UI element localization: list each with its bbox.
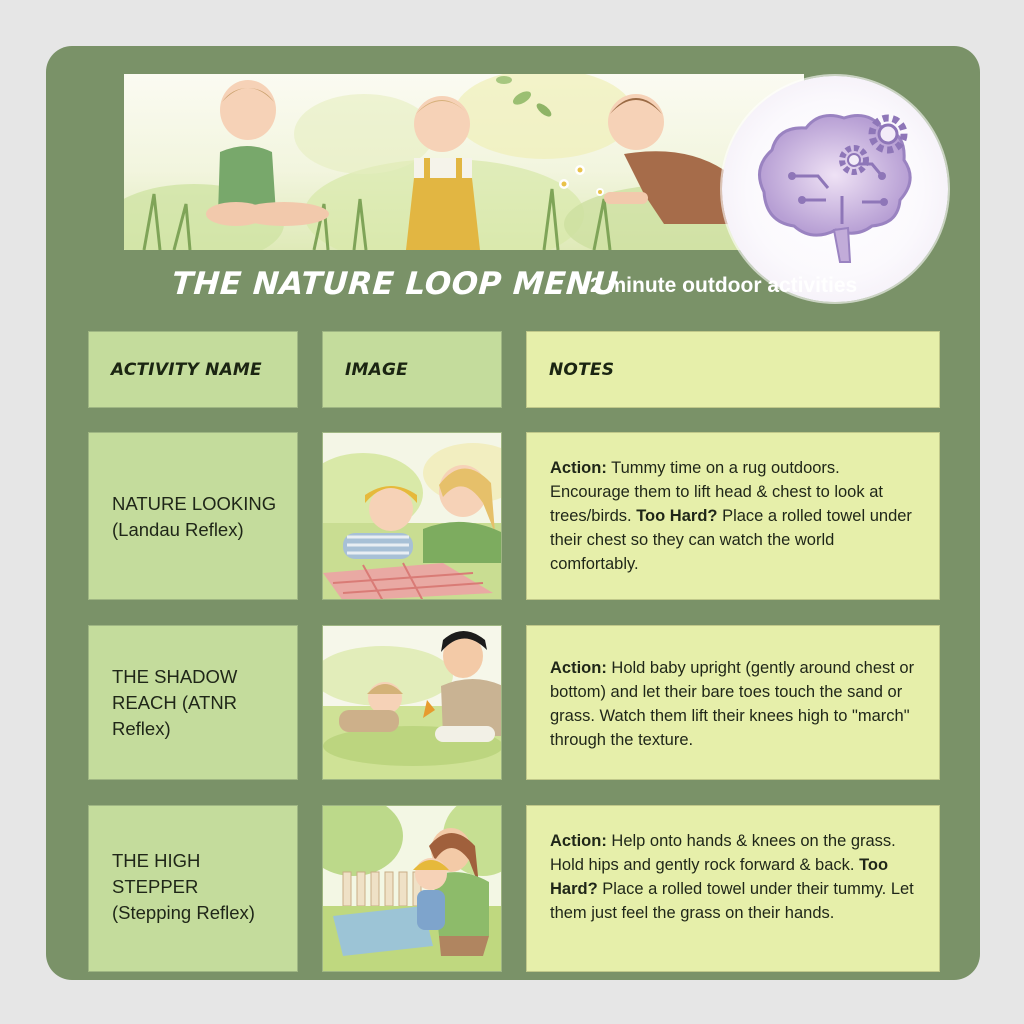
action-text: Tummy time on a rug outdoors. Encourage them to lift head & chest to look at trees/birds. [550,459,883,525]
action-label: Action: [550,459,607,477]
activity-name-line: THE HIGH [112,850,201,871]
activity-name [112,848,285,926]
header-image-cell [322,331,502,408]
activity-image [322,432,502,600]
banner-illustration [124,74,804,250]
activity-notes [550,829,921,925]
activity-name-line: STEPPER [112,876,199,897]
action-label: Action: [550,659,607,677]
header-activity-label: ACTIVITY NAME [111,360,262,380]
activity-image [322,625,502,780]
activity-name-line: NATURE LOOKING [112,493,277,514]
activity-name-cell [88,805,298,972]
too-hard-text: Place a rolled towel under their tummy. Let them just feel the grass on their hands. [550,880,914,922]
activity-notes-cell [526,432,940,600]
activity-name-line: REACH (ATNR [112,692,238,713]
activity-name-line: Reflex) [112,718,171,739]
activity-notes [550,656,921,752]
too-hard-label: Too Hard? [550,856,889,898]
activity-image [322,805,502,972]
activity-name-line: (Stepping Reflex) [112,902,255,923]
activity-name-line: THE SHADOW [112,666,238,687]
page-title: THE NATURE LOOP MENU [170,266,620,302]
activity-notes-cell [526,625,940,780]
activity-name-cell [88,432,298,600]
header-activity-cell [88,331,298,408]
action-text: Help onto hands & knees on the grass. Hold hips and gently rock forward & back. [550,832,896,874]
activity-name-cell [88,625,298,780]
action-text: Hold baby upright (gently around chest or bottom) and let their bare toes touch the sand or grass. Watch them lift their knees high to "march" through the texture. [550,659,915,749]
activity-name [112,491,285,543]
page-subtitle: 2 minute outdoor activities [590,274,858,297]
header-notes-cell [526,331,940,408]
activity-notes-cell [526,805,940,972]
too-hard-text: Place a rolled towel under their chest so they can watch the world comfortably. [550,507,912,573]
activity-name [112,664,285,742]
action-label: Action: [550,832,607,850]
too-hard-label: Too Hard? [636,507,718,525]
activity-name-line: (Landau Reflex) [112,519,244,540]
activity-notes [550,456,921,576]
header-notes-label: NOTES [549,360,615,380]
brain-gears-icon [722,76,948,302]
header-image-label: IMAGE [345,360,408,380]
